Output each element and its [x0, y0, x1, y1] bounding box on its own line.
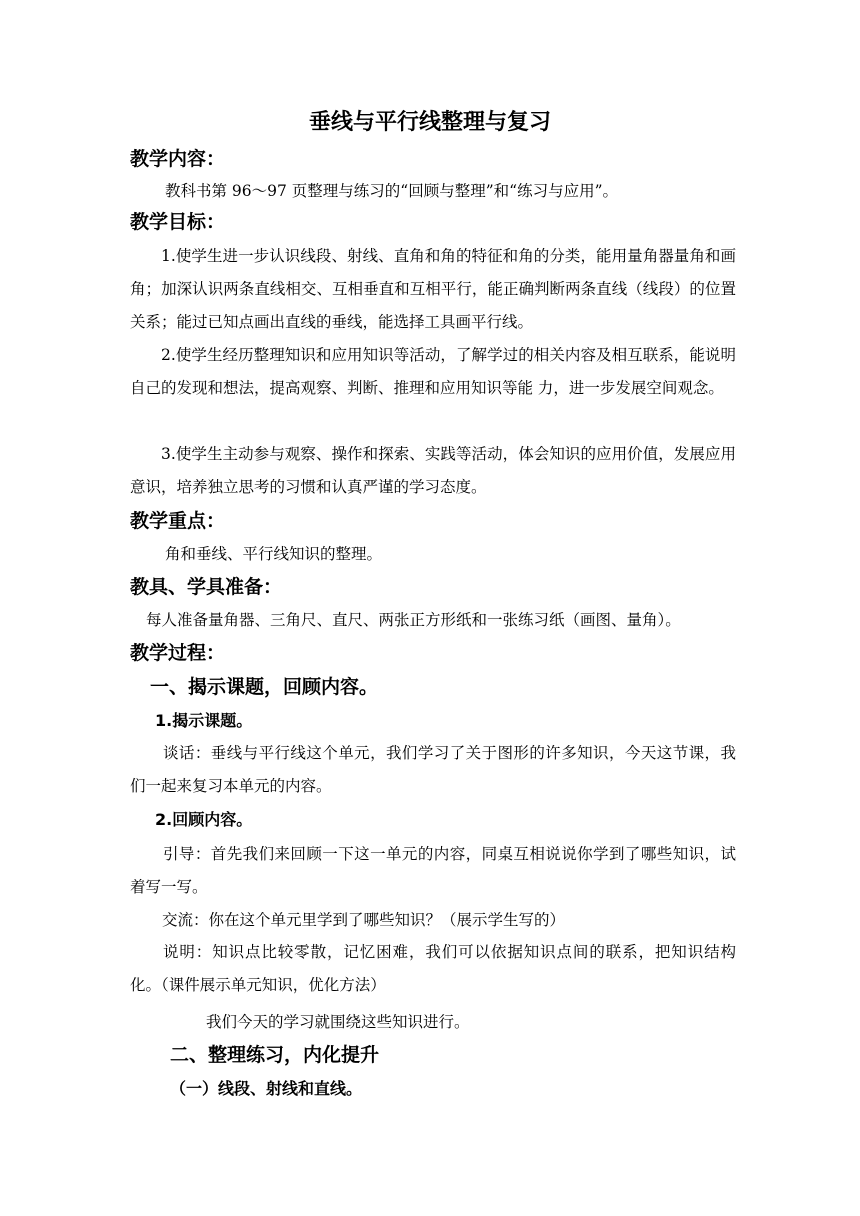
goal-item-1: 1.使学生进一步认识线段、射线、直角和角的特征和角的分类，能用量角器量角和画角；加深认识两条直线相交、互相垂直和互相平行，能正确判断两条直线（线段）的位置关系；能过已知点画出直线的垂线，能选择工具画平行线。 — [130, 247, 736, 331]
goal-item-3: 3.使学生主动参与观察、操作和探索、实践等活动，体会知识的应用价值，发展应用意识，培养独立思考的习惯和认真严谨的学习态度。 — [130, 445, 736, 496]
step-2-exchange-text: 交流：你在这个单元里学到了哪些知识？（展示学生写的） — [162, 911, 566, 929]
step-1-text: 谈话：垂线与平行线这个单元，我们学习了关于图形的许多知识，今天这节课，我们一起来复习本单元的内容。 — [130, 744, 736, 795]
goals-heading: 教学目标： — [130, 211, 226, 233]
step-2-note-text: 我们今天的学习就围绕这些知识进行。 — [206, 1013, 470, 1031]
content-heading: 教学内容： — [130, 148, 226, 170]
key-points-heading: 教学重点： — [130, 510, 226, 532]
section-2-heading: 二、整理练习，内化提升 — [170, 1044, 380, 1066]
goal-item-2: 2.使学生经历整理知识和应用知识等活动，了解学过的相关内容及相互联系，能说明自己的发现和想法，提高观察、判断、推理和应用知识等能 力，进一步发展空间观念。 — [130, 346, 736, 397]
section-1-heading: 一、揭示课题，回顾内容。 — [150, 676, 379, 698]
tools-text: 每人准备量角器、三角尺、直尺、两张正方形纸和一张练习纸（画图、量角）。 — [146, 611, 681, 629]
process-heading: 教学过程： — [130, 642, 226, 664]
document-title: 垂线与平行线整理与复习 — [308, 110, 551, 135]
step-1-heading: 1.揭示课题。 — [155, 711, 253, 730]
step-2-explain-text: 说明：知识点比较零散，记忆困难，我们可以依据知识点间的联系，把知识结构化。（课件展示单元知识，优化方法） — [130, 943, 736, 994]
key-points-text: 角和垂线、平行线知识的整理。 — [165, 545, 383, 563]
content-text: 教科书第 96～97 页整理与练习的“回顾与整理”和“练习与应用”。 — [165, 182, 618, 200]
step-2-guide-text: 引导：首先我们来回顾一下这一单元的内容，同桌互相说说你学到了哪些知识，试着写一写。 — [130, 845, 736, 896]
section-2-subheading: （一）线段、射线和直线。 — [170, 1079, 363, 1098]
tools-heading: 教具、学具准备： — [130, 576, 283, 598]
step-2-heading: 2.回顾内容。 — [155, 810, 253, 829]
